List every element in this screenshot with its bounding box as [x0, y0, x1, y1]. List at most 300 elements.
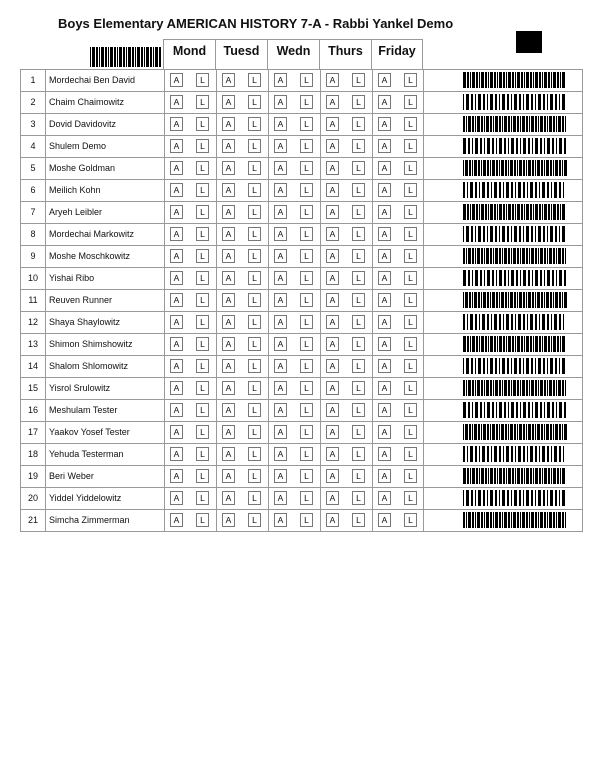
late-checkbox[interactable]: L [248, 359, 261, 373]
absent-checkbox[interactable]: A [326, 469, 339, 483]
barcode-bar [470, 468, 471, 484]
absent-checkbox[interactable]: A [222, 117, 235, 131]
absent-checkbox[interactable]: A [378, 359, 391, 373]
late-checkbox[interactable]: L [404, 249, 417, 263]
late-checkbox[interactable]: L [404, 227, 417, 241]
absent-checkbox[interactable]: A [222, 403, 235, 417]
late-checkbox[interactable]: L [404, 205, 417, 219]
absent-checkbox[interactable]: A [326, 425, 339, 439]
absent-checkbox[interactable]: A [222, 293, 235, 307]
absent-checkbox[interactable]: A [170, 161, 183, 175]
barcode-bar [483, 226, 485, 242]
barcode-bar [468, 138, 470, 154]
absent-checkbox[interactable]: A [378, 161, 391, 175]
absent-checkbox[interactable]: A [222, 183, 235, 197]
late-checkbox[interactable]: L [196, 249, 209, 263]
student-barcode [463, 490, 568, 506]
absent-checkbox[interactable]: A [326, 491, 339, 505]
barcode-bar [463, 380, 465, 396]
barcode-bar [543, 94, 545, 110]
absent-checkbox[interactable]: A [326, 249, 339, 263]
late-checkbox[interactable]: L [352, 271, 365, 285]
barcode-bar [487, 226, 488, 242]
absent-checkbox[interactable]: A [222, 249, 235, 263]
late-checkbox[interactable]: L [300, 95, 313, 109]
absent-checkbox[interactable]: A [378, 117, 391, 131]
barcode-bar [521, 72, 523, 88]
late-checkbox[interactable]: L [300, 425, 313, 439]
late-checkbox[interactable]: L [248, 205, 261, 219]
late-checkbox[interactable]: L [248, 337, 261, 351]
absent-checkbox[interactable]: A [222, 73, 235, 87]
absent-checkbox[interactable]: A [378, 73, 391, 87]
barcode-bar [553, 72, 556, 88]
barcode-bar [515, 182, 516, 198]
absent-checkbox[interactable]: A [378, 315, 391, 329]
late-checkbox[interactable]: L [404, 381, 417, 395]
absent-checkbox[interactable]: A [326, 447, 339, 461]
late-checkbox[interactable]: L [404, 73, 417, 87]
late-checkbox[interactable]: L [196, 271, 209, 285]
student-number: 17 [21, 422, 46, 443]
barcode-bar [495, 490, 497, 506]
barcode-bar [526, 380, 528, 396]
absent-checkbox[interactable]: A [170, 425, 183, 439]
absent-checkbox[interactable]: A [378, 491, 391, 505]
late-checkbox[interactable]: L [300, 447, 313, 461]
late-checkbox[interactable]: L [248, 271, 261, 285]
late-checkbox[interactable]: L [196, 447, 209, 461]
late-checkbox[interactable]: L [248, 249, 261, 263]
day-cell-wed [268, 70, 320, 91]
barcode-bar [499, 72, 502, 88]
late-checkbox[interactable]: L [352, 117, 365, 131]
late-checkbox[interactable]: L [300, 359, 313, 373]
absent-checkbox[interactable]: A [170, 491, 183, 505]
late-checkbox[interactable]: L [300, 73, 313, 87]
absent-checkbox[interactable]: A [274, 205, 287, 219]
barcode-bar [520, 248, 521, 264]
barcode-bar [466, 248, 467, 264]
absent-checkbox[interactable]: A [378, 205, 391, 219]
late-checkbox[interactable]: L [352, 491, 365, 505]
late-checkbox[interactable]: L [300, 227, 313, 241]
absent-checkbox[interactable]: A [326, 513, 339, 527]
late-checkbox[interactable]: L [352, 139, 365, 153]
late-checkbox[interactable]: L [352, 337, 365, 351]
student-barcode [463, 204, 568, 220]
barcode-bar [559, 94, 560, 110]
late-checkbox[interactable]: L [300, 161, 313, 175]
late-checkbox[interactable]: L [352, 205, 365, 219]
late-checkbox[interactable]: L [352, 293, 365, 307]
barcode-bar [108, 47, 109, 67]
barcode-bar [499, 204, 502, 220]
absent-checkbox[interactable]: A [170, 293, 183, 307]
absent-checkbox[interactable]: A [378, 95, 391, 109]
absent-checkbox[interactable]: A [326, 381, 339, 395]
barcode-bar [523, 270, 526, 286]
late-checkbox[interactable]: L [196, 469, 209, 483]
barcode-bar [539, 204, 541, 220]
barcode-bar [558, 248, 561, 264]
late-checkbox[interactable]: L [352, 359, 365, 373]
late-checkbox[interactable]: L [248, 403, 261, 417]
absent-checkbox[interactable]: A [274, 315, 287, 329]
absent-checkbox[interactable]: A [170, 271, 183, 285]
barcode-bar [463, 292, 464, 308]
day-header-tue: Tuesd [215, 39, 267, 69]
late-checkbox[interactable]: L [196, 293, 209, 307]
absent-checkbox[interactable]: A [378, 139, 391, 153]
late-checkbox[interactable]: L [196, 381, 209, 395]
barcode-bar [551, 446, 552, 462]
late-checkbox[interactable]: L [248, 469, 261, 483]
absent-checkbox[interactable]: A [222, 227, 235, 241]
student-number: 21 [21, 510, 46, 531]
late-checkbox[interactable]: L [248, 73, 261, 87]
absent-checkbox[interactable]: A [170, 117, 183, 131]
absent-checkbox[interactable]: A [326, 337, 339, 351]
absent-checkbox[interactable]: A [222, 381, 235, 395]
late-checkbox[interactable]: L [300, 293, 313, 307]
late-checkbox[interactable]: L [352, 447, 365, 461]
barcode-bar [475, 182, 477, 198]
absent-checkbox[interactable]: A [274, 161, 287, 175]
student-barcode [463, 226, 568, 242]
barcode-bar [487, 182, 489, 198]
late-checkbox[interactable]: L [300, 337, 313, 351]
absent-checkbox[interactable]: A [170, 337, 183, 351]
absent-checkbox[interactable]: A [326, 205, 339, 219]
absent-checkbox[interactable]: A [170, 359, 183, 373]
late-checkbox[interactable]: L [404, 425, 417, 439]
late-checkbox[interactable]: L [404, 139, 417, 153]
barcode-bar [463, 446, 465, 462]
absent-checkbox[interactable]: A [222, 447, 235, 461]
late-checkbox[interactable]: L [404, 315, 417, 329]
absent-checkbox[interactable]: A [274, 337, 287, 351]
barcode-bar [504, 380, 507, 396]
barcode-bar [483, 292, 486, 308]
late-checkbox[interactable]: L [352, 161, 365, 175]
late-checkbox[interactable]: L [352, 73, 365, 87]
absent-checkbox[interactable]: A [170, 447, 183, 461]
late-checkbox[interactable]: L [196, 359, 209, 373]
day-cell-mon [164, 510, 216, 531]
absent-checkbox[interactable]: A [274, 381, 287, 395]
late-checkbox[interactable]: L [404, 491, 417, 505]
barcode-bar [463, 226, 464, 242]
late-checkbox[interactable]: L [248, 95, 261, 109]
barcode-bar [499, 512, 501, 528]
absent-checkbox[interactable]: A [170, 205, 183, 219]
day-cell-wed [268, 466, 320, 487]
late-checkbox[interactable]: L [404, 469, 417, 483]
absent-checkbox[interactable]: A [378, 381, 391, 395]
student-barcode [463, 402, 568, 418]
absent-checkbox[interactable]: A [222, 205, 235, 219]
late-checkbox[interactable]: L [248, 161, 261, 175]
late-checkbox[interactable]: L [248, 293, 261, 307]
barcode-bar [519, 490, 521, 506]
barcode-bar [492, 402, 494, 418]
barcode-bar [550, 358, 553, 374]
late-checkbox[interactable]: L [352, 425, 365, 439]
absent-checkbox[interactable]: A [170, 469, 183, 483]
barcode-bar [518, 314, 521, 330]
late-checkbox[interactable]: L [404, 95, 417, 109]
late-checkbox[interactable]: L [196, 337, 209, 351]
late-checkbox[interactable]: L [196, 491, 209, 505]
absent-checkbox[interactable]: A [170, 315, 183, 329]
student-name: Dovid Davidovitz [49, 119, 117, 129]
absent-checkbox[interactable]: A [378, 249, 391, 263]
barcode-bar [523, 292, 525, 308]
barcode-bar [513, 116, 516, 132]
absent-checkbox[interactable]: A [170, 227, 183, 241]
late-checkbox[interactable]: L [352, 469, 365, 483]
late-checkbox[interactable]: L [300, 403, 313, 417]
barcode-bar [463, 116, 465, 132]
absent-checkbox[interactable]: A [222, 271, 235, 285]
barcode-bar [544, 336, 547, 352]
absent-checkbox[interactable]: A [326, 227, 339, 241]
absent-checkbox[interactable]: A [326, 117, 339, 131]
student-name: Aryeh Leibler [49, 207, 103, 217]
absent-checkbox[interactable]: A [170, 403, 183, 417]
absent-checkbox[interactable]: A [326, 161, 339, 175]
day-cell-wed [268, 510, 320, 531]
absent-checkbox[interactable]: A [378, 271, 391, 285]
day-cell-mon [164, 92, 216, 113]
late-checkbox[interactable]: L [248, 513, 261, 527]
absent-checkbox[interactable]: A [274, 293, 287, 307]
day-cell-thu [320, 488, 372, 509]
late-checkbox[interactable]: L [196, 117, 209, 131]
barcode-bar [501, 292, 504, 308]
absent-checkbox[interactable]: A [274, 249, 287, 263]
barcode-bar [502, 116, 503, 132]
late-checkbox[interactable]: L [352, 381, 365, 395]
late-checkbox[interactable]: L [352, 183, 365, 197]
barcode-bar [547, 270, 550, 286]
barcode-bar [490, 248, 492, 264]
barcode-bar [537, 160, 540, 176]
barcode-bar [499, 226, 500, 242]
barcode-bar [547, 358, 548, 374]
late-checkbox[interactable]: L [196, 139, 209, 153]
absent-checkbox[interactable]: A [378, 183, 391, 197]
day-cell-wed [268, 158, 320, 179]
absent-checkbox[interactable]: A [170, 249, 183, 263]
barcode-bar [477, 248, 480, 264]
late-checkbox[interactable]: L [196, 513, 209, 527]
barcode-bar [539, 336, 541, 352]
absent-checkbox[interactable]: A [170, 513, 183, 527]
late-checkbox[interactable]: L [196, 315, 209, 329]
absent-checkbox[interactable]: A [170, 183, 183, 197]
late-checkbox[interactable]: L [196, 95, 209, 109]
late-checkbox[interactable]: L [352, 95, 365, 109]
absent-checkbox[interactable]: A [378, 227, 391, 241]
late-checkbox[interactable]: L [404, 271, 417, 285]
absent-checkbox[interactable]: A [170, 139, 183, 153]
absent-checkbox[interactable]: A [378, 513, 391, 527]
late-checkbox[interactable]: L [196, 205, 209, 219]
barcode-bar [508, 116, 510, 132]
absent-checkbox[interactable]: A [274, 95, 287, 109]
late-checkbox[interactable]: L [196, 161, 209, 175]
barcode-bar [564, 402, 566, 418]
late-checkbox[interactable]: L [196, 73, 209, 87]
absent-checkbox[interactable]: A [326, 293, 339, 307]
late-checkbox[interactable]: L [404, 447, 417, 461]
table-row [20, 158, 583, 180]
absent-checkbox[interactable]: A [326, 403, 339, 417]
student-name: Reuven Runner [49, 295, 113, 305]
barcode-bar [549, 512, 552, 528]
late-checkbox[interactable]: L [404, 513, 417, 527]
absent-checkbox[interactable]: A [326, 271, 339, 285]
absent-checkbox[interactable]: A [274, 403, 287, 417]
absent-checkbox[interactable]: A [378, 403, 391, 417]
absent-checkbox[interactable]: A [274, 425, 287, 439]
late-checkbox[interactable]: L [300, 205, 313, 219]
late-checkbox[interactable]: L [404, 117, 417, 131]
barcode-bar [531, 512, 534, 528]
late-checkbox[interactable]: L [352, 513, 365, 527]
absent-checkbox[interactable]: A [274, 513, 287, 527]
late-checkbox[interactable]: L [196, 403, 209, 417]
absent-checkbox[interactable]: A [274, 491, 287, 505]
absent-checkbox[interactable]: A [326, 359, 339, 373]
absent-checkbox[interactable]: A [222, 95, 235, 109]
barcode-bar [508, 248, 510, 264]
student-number: 1 [21, 70, 46, 91]
absent-checkbox[interactable]: A [378, 469, 391, 483]
late-checkbox[interactable]: L [196, 183, 209, 197]
absent-checkbox[interactable]: A [222, 315, 235, 329]
late-checkbox[interactable]: L [300, 117, 313, 131]
absent-checkbox[interactable]: A [326, 139, 339, 153]
barcode-bar [535, 248, 537, 264]
late-checkbox[interactable]: L [300, 491, 313, 505]
barcode-bar [542, 468, 543, 484]
barcode-bar [562, 292, 563, 308]
barcode-bar [522, 380, 525, 396]
late-checkbox[interactable]: L [404, 337, 417, 351]
late-checkbox[interactable]: L [300, 381, 313, 395]
absent-checkbox[interactable]: A [274, 227, 287, 241]
late-checkbox[interactable]: L [248, 315, 261, 329]
absent-checkbox[interactable]: A [222, 139, 235, 153]
late-checkbox[interactable]: L [248, 491, 261, 505]
absent-checkbox[interactable]: A [378, 293, 391, 307]
late-checkbox[interactable]: L [300, 513, 313, 527]
absent-checkbox[interactable]: A [274, 139, 287, 153]
late-checkbox[interactable]: L [196, 227, 209, 241]
absent-checkbox[interactable]: A [222, 161, 235, 175]
barcode-bar [481, 424, 482, 440]
late-checkbox[interactable]: L [248, 425, 261, 439]
absent-checkbox[interactable]: A [274, 447, 287, 461]
barcode-bar [475, 226, 476, 242]
late-checkbox[interactable]: L [248, 183, 261, 197]
absent-checkbox[interactable]: A [378, 425, 391, 439]
late-checkbox[interactable]: L [404, 359, 417, 373]
day-cell-mon [164, 466, 216, 487]
barcode-bar [478, 160, 480, 176]
barcode-bar [486, 512, 489, 528]
late-checkbox[interactable]: L [300, 315, 313, 329]
absent-checkbox[interactable]: A [274, 359, 287, 373]
absent-checkbox[interactable]: A [378, 337, 391, 351]
absent-checkbox[interactable]: A [274, 271, 287, 285]
late-checkbox[interactable]: L [248, 381, 261, 395]
absent-checkbox[interactable]: A [222, 469, 235, 483]
late-checkbox[interactable]: L [248, 117, 261, 131]
late-checkbox[interactable]: L [352, 249, 365, 263]
absent-checkbox[interactable]: A [378, 447, 391, 461]
absent-checkbox[interactable]: A [274, 469, 287, 483]
absent-checkbox[interactable]: A [326, 183, 339, 197]
student-name: Shulem Demo [49, 141, 107, 151]
absent-checkbox[interactable]: A [222, 337, 235, 351]
day-cell-fri [372, 158, 424, 179]
absent-checkbox[interactable]: A [326, 95, 339, 109]
late-checkbox[interactable]: L [352, 403, 365, 417]
absent-checkbox[interactable]: A [274, 117, 287, 131]
late-checkbox[interactable]: L [300, 469, 313, 483]
late-checkbox[interactable]: L [352, 315, 365, 329]
absent-checkbox[interactable]: A [274, 73, 287, 87]
late-checkbox[interactable]: L [248, 447, 261, 461]
late-checkbox[interactable]: L [300, 271, 313, 285]
late-checkbox[interactable]: L [404, 293, 417, 307]
late-checkbox[interactable]: L [248, 139, 261, 153]
absent-checkbox[interactable]: A [274, 183, 287, 197]
absent-checkbox[interactable]: A [170, 381, 183, 395]
late-checkbox[interactable]: L [352, 227, 365, 241]
absent-checkbox[interactable]: A [326, 315, 339, 329]
absent-checkbox[interactable]: A [222, 491, 235, 505]
student-number: 20 [21, 488, 46, 509]
late-checkbox[interactable]: L [248, 227, 261, 241]
late-checkbox[interactable]: L [300, 139, 313, 153]
barcode-bar [470, 446, 473, 462]
day-cell-mon [164, 268, 216, 289]
late-checkbox[interactable]: L [404, 183, 417, 197]
absent-checkbox[interactable]: A [222, 359, 235, 373]
absent-checkbox[interactable]: A [222, 513, 235, 527]
late-checkbox[interactable]: L [300, 183, 313, 197]
late-checkbox[interactable]: L [404, 161, 417, 175]
barcode-bar [505, 424, 507, 440]
absent-checkbox[interactable]: A [170, 73, 183, 87]
barcode-bar [499, 160, 500, 176]
absent-checkbox[interactable]: A [326, 73, 339, 87]
late-checkbox[interactable]: L [300, 249, 313, 263]
absent-checkbox[interactable]: A [170, 95, 183, 109]
absent-checkbox[interactable]: A [222, 425, 235, 439]
late-checkbox[interactable]: L [404, 403, 417, 417]
barcode-bar [510, 292, 513, 308]
late-checkbox[interactable]: L [196, 425, 209, 439]
barcode-bar [511, 226, 512, 242]
barcode-bar [565, 380, 566, 396]
barcode-bar [555, 94, 557, 110]
